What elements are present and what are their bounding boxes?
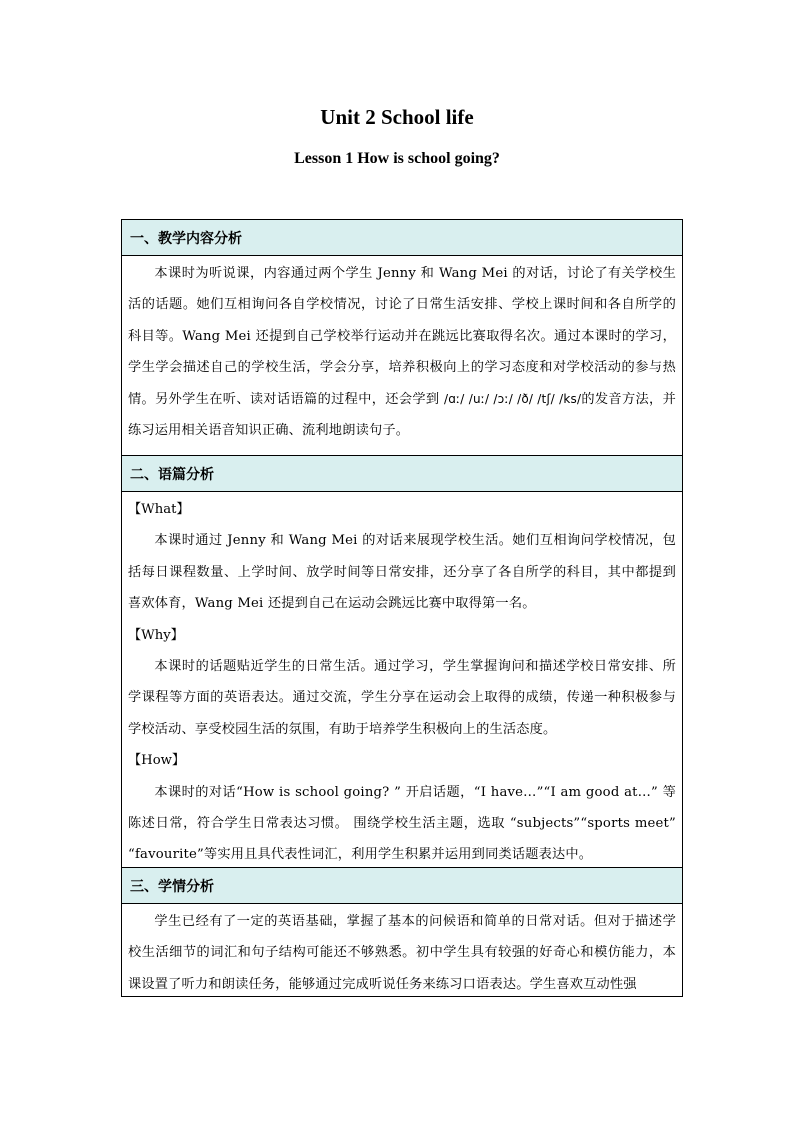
why-text: 本课时的话题贴近学生的日常生活。通过学习，学生掌握询问和描述学校日常安排、所学课程等方面的英语表达。通过交流，学生分享在运动会上取得的成绩，传递一种积极参与学校活动、享受校园生活的氛围，有助于培养学生积极向上的生活态度。 (128, 659, 676, 737)
section-header-learner-analysis: 三、学情分析 (122, 868, 682, 904)
section-header-content-analysis: 一、教学内容分析 (122, 220, 682, 256)
section-header-discourse-analysis: 二、语篇分析 (122, 456, 682, 492)
what-text: 本课时通过 Jenny 和 Wang Mei 的对话来展现学校生活。她们互相询问学校情况，包括每日课程数量、上学时间、放学时间等日常安排，还分享了各自所学的科目，其中都提到喜欢体育，Wang Mei 还提到自己在运动会跳远比赛中取得第一名。 (128, 533, 676, 612)
why-tag: 【Why】 (128, 627, 184, 643)
section-body-learner-analysis (122, 904, 682, 997)
how-text: 本课时的对话“How is school going? ” 开启话题，“I have…”“I am good at…” 等陈述日常，符合学生日常表达习惯。 围绕学校生活主题，选取 “subjects”“sports meet” “favourite”等实用且具代表性词汇，利用学生积累并运用到同类话题表达中。 (128, 784, 676, 863)
content-analysis-text-b: 的发音方法，并练习运用相关语音知识正确、流利地朗读句子。 (128, 391, 676, 439)
learner-analysis-text: 学生已经有了一定的英语基础，掌握了基本的问候语和简单的日常对话。但对于描述学校生活细节的词汇和句子结构可能还不够熟悉。初中学生具有较强的好奇心和模仿能力，本课设置了听力和朗读任务，能够通过完成听说任务来练习口语表达。学生喜欢互动性强 (128, 914, 676, 992)
lesson-plan-table (121, 219, 683, 997)
section-body-discourse-analysis (122, 492, 682, 868)
how-tag: 【How】 (128, 753, 186, 769)
section-body-content-analysis (122, 256, 682, 456)
content-analysis-paragraph (128, 258, 676, 446)
lesson-subtitle: Lesson 1 How is school going? (294, 150, 500, 167)
phonetic-symbols: /ɑː/ /uː/ /ɔː/ /ð/ /tʃ/ /ks/ (444, 391, 582, 406)
page-title: Unit 2 School life (320, 105, 474, 129)
what-tag: 【What】 (128, 502, 190, 517)
content-analysis-text-a: 本课时为听说课，内容通过两个学生 Jenny 和 Wang Mei 的对话，讨论了有关学校生活的话题。她们互相询问各自学校情况，讨论了日常生活安排、学校上课时间和各自所学的科目等。Wang Mei 还提到自己学校举行运动并在跳远比赛取得名次。通过本课时的学习，学生学会描述自己的学校生活，学会分享，培养积极向上的学习态度和对学校活动的参与热情。另外学生在听、读对话语篇的过程中，还会学到 (128, 266, 676, 407)
